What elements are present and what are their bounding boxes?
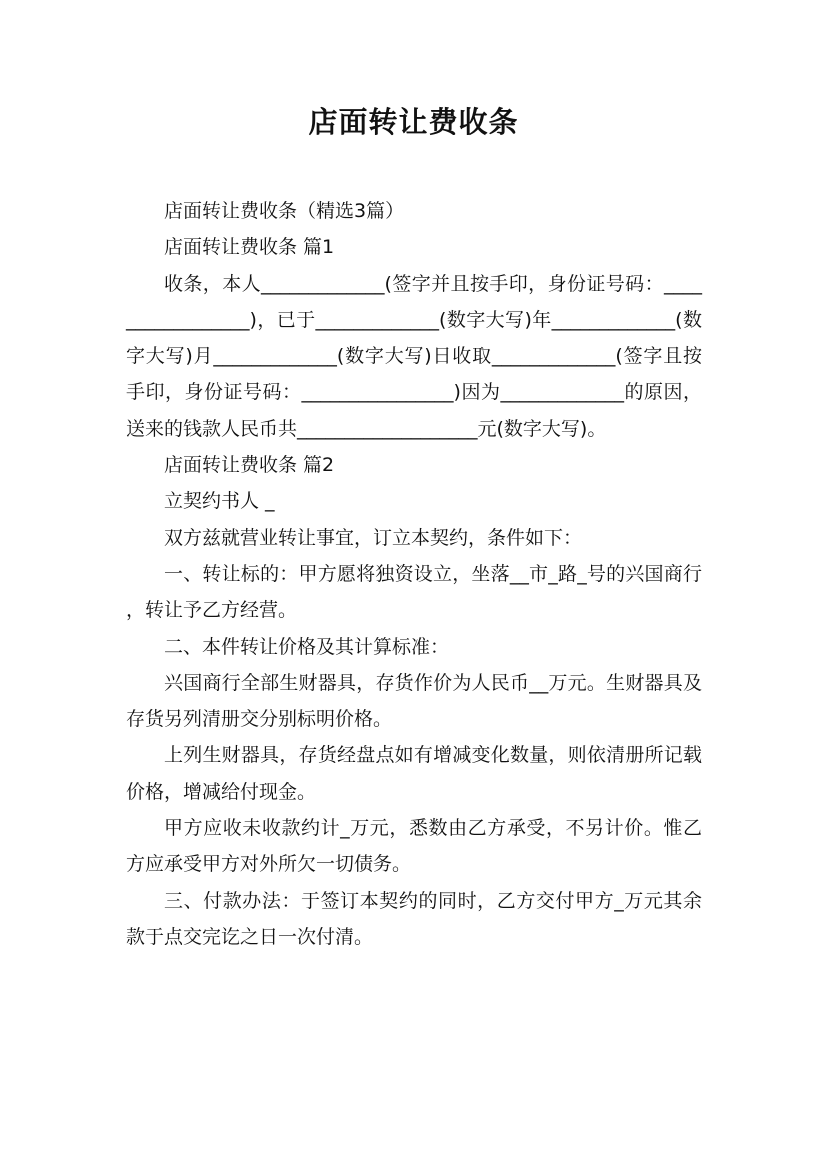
paragraph-subtitle: 店面转让费收条（精选3篇） [164,200,405,222]
paragraph-clause-2-adjust: 上列生财器具，存货经盘点如有增减变化数量，则依清册所记载价格，增减给付现金。 [126,744,702,803]
paragraph-receipt: 收条，本人_____________(签字并且按手印，身份证号码：_________________)，已于_____________(数字大写)年_____________(数字大写)月_____________(数字大写)日收取_____________(签字且按手印，身份证号码：________________)因为_____________的原因，送来的钱款人民币共___________________元(数字大写)。 [126,272,702,440]
paragraph-clause-3: 三、付款办法：于签订本契约的同时，乙方交付甲方_万元其余款于点交完讫之日一次付清。 [126,889,702,948]
paragraph-clause-2-price: 兴国商行全部生财器具，存货作价为人民币__万元。生财器具及存货另列清册交分别标明价格。 [126,671,702,731]
paragraph-contract-party: 立契约书人 _ [164,490,275,513]
document-body [126,193,702,955]
paragraph-intro: 双方兹就营业转让事宜，订立本契约，条件如下： [164,526,583,549]
paragraph-section-heading-1: 店面转让费收条 篇1 [164,236,335,259]
paragraph-clause-1: 一、转让标的：甲方愿将独资设立，坐落__市_路_号的兴国商行，转让予乙方经营。 [126,562,702,622]
paragraph-clause-2-receivables: 甲方应收未收款约计_万元，悉数由乙方承受，不另计价。惟乙方应承受甲方对外所欠一切债务。 [126,817,702,876]
paragraph-clause-2: 二、本件转让价格及其计算标准： [164,635,450,658]
paragraph-section-heading-2: 店面转让费收条 篇2 [164,454,335,477]
document-title: 店面转让费收条 [308,105,519,139]
